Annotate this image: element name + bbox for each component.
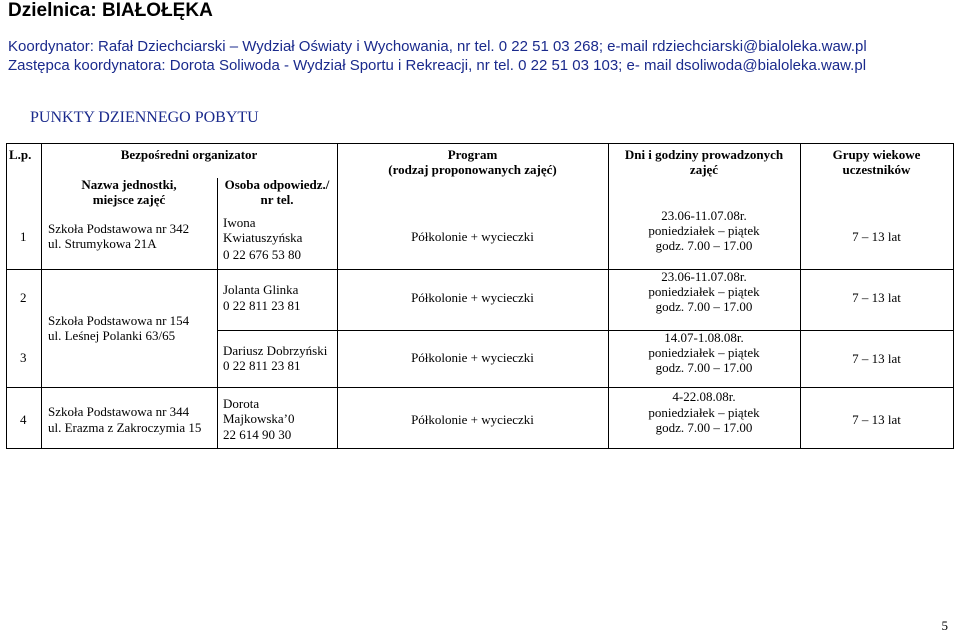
section-title: PUNKTY DZIENNEGO POBYTU	[30, 109, 259, 126]
row-unit-name: Szkoła Podstawowa nr 154	[48, 313, 190, 328]
row-days-hours: godz. 7.00 – 17.00	[655, 238, 753, 253]
col-border-unit	[217, 178, 218, 449]
row-separator-1	[6, 269, 954, 270]
header-person-2: nr tel.	[260, 192, 294, 207]
row-person-name: Dariusz Dobrzyński	[223, 343, 328, 358]
row-days-weekdays: poniedziałek – piątek	[648, 284, 760, 299]
row-days-range: 14.07-1.08.08r.	[664, 330, 744, 345]
table-top-border	[6, 143, 954, 144]
row-days-range: 23.06-11.07.08r.	[661, 269, 747, 284]
district-title: Dzielnica: BIAŁOŁĘKA	[8, 0, 213, 21]
row-unit-address: ul. Strumykowa 21A	[48, 236, 157, 251]
header-days-1: Dni i godziny prowadzonych	[624, 147, 784, 162]
row-days-hours: godz. 7.00 – 17.00	[655, 360, 753, 375]
row-days-weekdays: poniedziałek – piątek	[648, 405, 760, 420]
header-program-1: Program	[447, 147, 498, 162]
row-program: Półkolonie + wycieczki	[411, 290, 534, 305]
page-number: 5	[941, 618, 948, 633]
row-groups: 7 – 13 lat	[852, 290, 901, 305]
row-person-phone: 0 22 811 23 81	[223, 358, 301, 373]
row-program: Półkolonie + wycieczki	[411, 412, 534, 427]
row-program: Półkolonie + wycieczki	[411, 350, 534, 365]
row-days-weekdays: poniedziałek – piątek	[648, 345, 760, 360]
row-groups: 7 – 13 lat	[852, 229, 901, 244]
row-person-phone: 22 614 90 30	[223, 427, 292, 442]
row-person-surname: Majkowska’0	[223, 411, 295, 426]
row-days-range: 4-22.08.08r.	[672, 389, 736, 404]
row-lp: 4	[20, 412, 27, 427]
row-person-name: Iwona	[223, 215, 256, 230]
header-unit-name-2: miejsce zajęć	[92, 192, 166, 207]
row-unit-name: Szkoła Podstawowa nr 342	[48, 221, 190, 236]
row-days-hours: godz. 7.00 – 17.00	[655, 299, 753, 314]
row-unit-address: ul. Leśnej Polanki 63/65	[48, 328, 176, 343]
row-person-phone: 0 22 811 23 81	[223, 298, 301, 313]
deputy-coordinator-line: Zastępca koordynatora: Dorota Soliwoda - Wydział Sportu i Rekreacji, nr tel. 0 22 51 03 103; e- mail dsoliwoda@bialoleka.waw.pl	[8, 57, 867, 74]
row-lp: 1	[20, 229, 27, 244]
header-groups-2: uczestników	[842, 162, 911, 177]
coordinator-line: Koordynator: Rafał Dziechciarski – Wydział Oświaty i Wychowania, nr tel. 0 22 51 03 268; e-mail rdziechciarski@bialoleka.waw.pl	[8, 38, 867, 55]
table-bottom-border	[6, 448, 954, 449]
row-groups: 7 – 13 lat	[852, 412, 901, 427]
row-person-name: Jolanta Glinka	[223, 282, 299, 297]
col-border-right	[953, 143, 954, 449]
header-unit-name-1: Nazwa jednostki,	[81, 177, 177, 192]
row-days-range: 23.06-11.07.08r.	[661, 208, 747, 223]
row-unit-name: Szkoła Podstawowa nr 344	[48, 404, 190, 419]
row-program: Półkolonie + wycieczki	[411, 229, 534, 244]
row-days-hours: godz. 7.00 – 17.00	[655, 420, 753, 435]
row-lp: 3	[20, 350, 27, 365]
row-person-name: Dorota	[223, 396, 260, 411]
header-organizer: Bezpośredni organizator	[120, 147, 258, 162]
col-border-left	[6, 143, 7, 449]
header-lp: L.p.	[9, 147, 32, 162]
row-person-surname: Kwiatuszyńska	[223, 230, 303, 245]
row-separator-2	[217, 330, 954, 331]
row-lp: 2	[20, 290, 27, 305]
header-program-2: (rodzaj proponowanych zajęć)	[388, 162, 557, 177]
header-person-1: Osoba odpowiedz./	[224, 177, 330, 192]
header-days-2: zajęć	[689, 162, 719, 177]
row-groups: 7 – 13 lat	[852, 351, 901, 366]
row-days-weekdays: poniedziałek – piątek	[648, 223, 760, 238]
row-separator-3	[6, 387, 954, 388]
row-person-phone: 0 22 676 53 80	[223, 247, 301, 262]
header-groups-1: Grupy wiekowe	[832, 147, 921, 162]
row-unit-address: ul. Erazma z Zakroczymia 15	[48, 420, 202, 435]
